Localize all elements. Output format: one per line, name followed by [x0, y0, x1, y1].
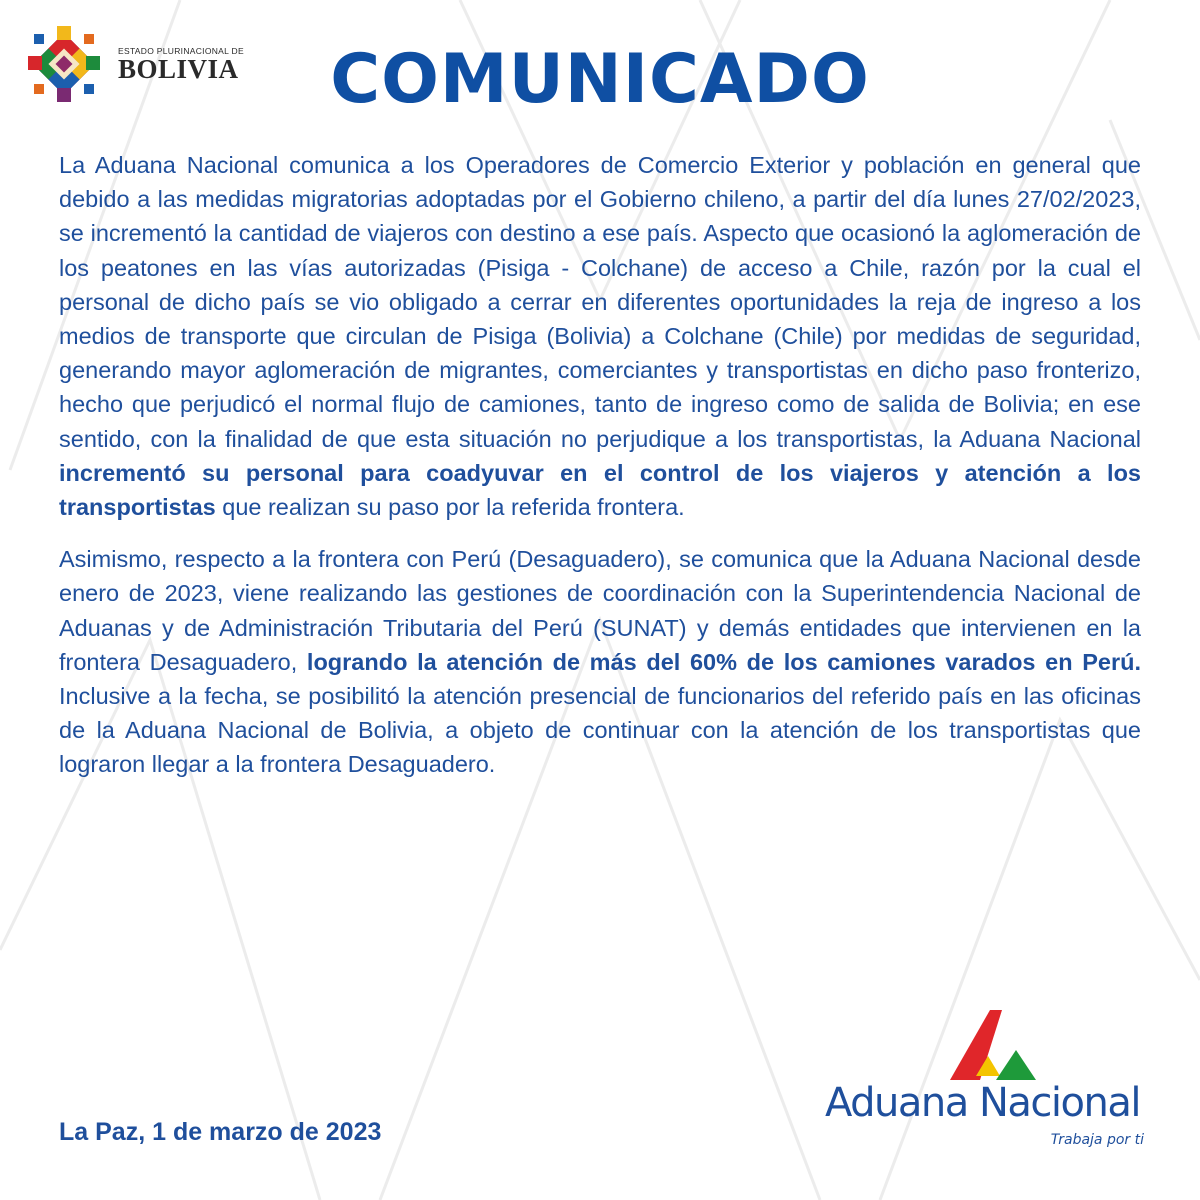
communique-body — [59, 148, 1141, 782]
aduana-triangle-logo-icon — [938, 1008, 1048, 1088]
page-title: COMUNICADO — [330, 40, 870, 119]
paragraph-2-text-a: Asimismo, respecto a la frontera con Perú (Desaguadero), se comunica que la Aduana Nacional desde enero de 2023, viene realizando las gestiones de coordinación con la Superintendencia Nacional de Aduanas y de Administración Tributaria del Perú (SUNAT) y demás entidades que intervienen en la frontera Desaguadero, — [59, 546, 1141, 675]
state-small-label: ESTADO PLURINACIONAL DE — [118, 46, 244, 56]
aduana-name: Aduana Nacional — [825, 1080, 1140, 1126]
aduana-tagline: Trabaja por ti — [1050, 1132, 1144, 1148]
paragraph-2 — [59, 542, 1141, 781]
paragraph-1-highlight: incrementó su personal para coadyuvar en el control de los viajeros y atención a los transportistas — [59, 459, 1141, 521]
place-date-signoff: La Paz, 1 de marzo de 2023 — [59, 1118, 382, 1146]
paragraph-1-text-c: que realizan su paso por la referida frontera. — [215, 494, 685, 521]
paragraph-1-text-a: La Aduana Nacional comunica a los Operadores de Comercio Exterior y población en general que debido a las medidas migratorias adoptadas por el Gobierno chileno, a partir del día lunes 27/02/2023, se incrementó la cantidad de viajeros con destino a ese país. Aspecto que ocasionó la aglomeración de los peatones en las vías autorizadas (Pisiga - Colchane) de acceso a Chile, razón por la cual el personal de dicho país se vio obligado a cerrar en diferentes oportunidades la reja de ingreso a los medios de transporte que circulan de Pisiga (Bolivia) a Colchane (Chile) por medidas de seguridad, generando mayor aglomeración de migrantes, comerciantes y transportistas en dicho paso fronterizo, hecho que perjudicó el normal flujo de camiones, tanto de ingreso como de salida de Bolivia; en ese sentido, con la finalidad de que esta situación no perjudique a los transportistas, la Aduana Nacional — [59, 152, 1141, 452]
paragraph-1 — [59, 148, 1141, 524]
state-name: BOLIVIA — [118, 54, 239, 84]
aduana-logo — [820, 1008, 1150, 1158]
paragraph-2-text-c: Inclusive a la fecha, se posibilitó la atención presencial de funcionarios del referido país en las oficinas de la Aduana Nacional de Bolivia, a objeto de continuar con la atención de los transportistas que lograron llegar a la frontera Desaguadero. — [59, 683, 1141, 778]
paragraph-2-highlight: logrando la atención de más del 60% de los camiones varados en Perú. — [306, 648, 1141, 675]
